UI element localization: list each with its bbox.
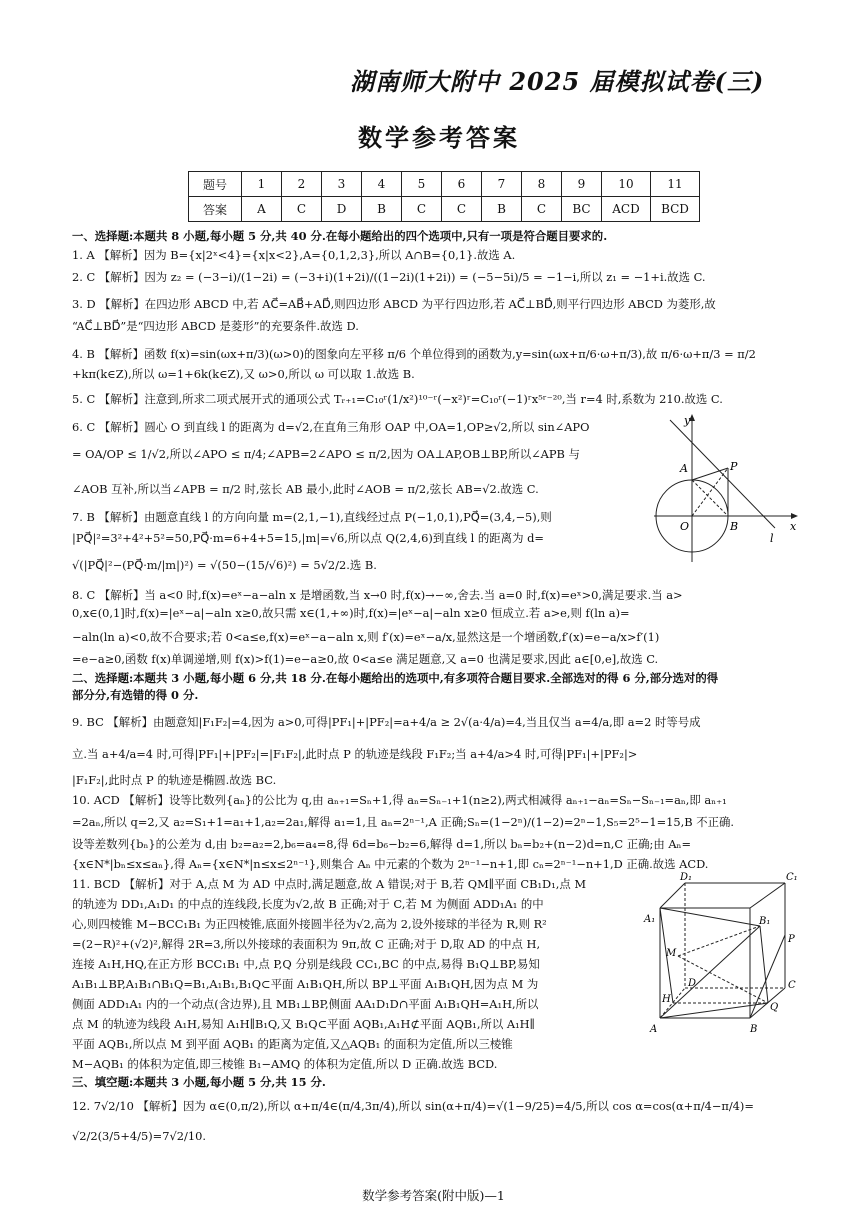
answer-table <box>188 171 700 222</box>
solution-line: 平面 AQB₁,所以点 M 到平面 AQB₁ 的距离为定值,又△AQB₁ 的面积为定值,所以三棱锥 <box>72 1037 513 1051</box>
solution-line: 11. BCD 【解析】对于 A,点 M 为 AD 中点时,满足题意,故 A 错误;对于 B,若 QM∥平面 CB₁D₁,点 M <box>72 877 587 891</box>
solution-line: M−AQB₁ 的体积为定值,即三棱锥 B₁−AMQ 的体积为定值,所以 D 正确.故选 BCD. <box>72 1057 498 1071</box>
solution-line: 9. BC 【解析】由题意知|F₁F₂|=4,因为 a>0,可得|PF₁|+|PF₂|=a+4/a ≥ 2√(a·4/a)=4,当且仅当 a=4/a,即 a=2 时等号成 <box>72 715 701 729</box>
label-o: O <box>680 520 690 533</box>
answer-cell: C <box>442 197 482 222</box>
question-number-cell: 2 <box>282 172 322 197</box>
question-number-cell: 10 <box>602 172 651 197</box>
question-number-cell: 7 <box>482 172 522 197</box>
cube-edge <box>750 883 785 908</box>
solution-line: 7. B 【解析】由题意直线 l 的方向向量 m=(2,1,−1),直线经过点 P(−1,0,1),PQ⃗=(3,4,−5),则 <box>72 510 552 524</box>
solution-line: =e−a≥0,函数 f(x)单调递增,则 f(x)>f(1)=e−a≥0,故 0<a≤e 满足题意,又 a=0 也满足要求,因此 a∈[0,e],故选 C. <box>72 652 659 666</box>
solution-line: 5. C 【解析】注意到,所求二项式展开式的通项公式 Tᵣ₊₁=C₁₀ʳ(1/x²)¹⁰⁻ʳ(−x²)ʳ=C₁₀ʳ(−1)ʳx⁵ʳ⁻²⁰,当 r=4 时,系数为 210.故选 C. <box>72 392 723 406</box>
segment-a1b1 <box>660 908 760 926</box>
solution-line: 1. A 【解析】因为 B={x|2ˣ<4}={x|x<2},A={0,1,2,3},所以 A∩B={0,1}.故选 A. <box>72 248 516 262</box>
label-h: H <box>662 994 671 1005</box>
solution-line: =2aₙ,所以 q=2,又 a₂=S₁+1=a₁+1,a₂=2a₁,解得 a₁=1,且 aₙ=2ⁿ⁻¹,A 正确;Sₙ=(1−2ⁿ)/(1−2)=2ⁿ−1,S₅=2⁵−1=15,B 不正确. <box>72 815 735 829</box>
solution-line: √2/2(3/5+4/5)=7√2/10. <box>72 1129 206 1143</box>
solution-line: 8. C 【解析】当 a<0 时,f(x)=eˣ−a−aln x 是增函数,当 x→0 时,f(x)→−∞,舍去.当 a=0 时,f(x)=eˣ>0,满足要求.当 a> <box>72 588 683 602</box>
q6-circle-figure <box>650 410 800 570</box>
answer-cell: ACD <box>602 197 651 222</box>
segment-mb1 <box>678 926 760 956</box>
solution-line: 设等差数列{bₙ}的公差为 d,由 b₂=a₂=2,b₆=a₄=8,得 6d=b₆−b₂=6,解得 d=1,所以 bₙ=b₂+(n−2)d=n,C 正确;由 Aₙ= <box>72 837 692 851</box>
section-heading: 部分分,有选错的得 0 分. <box>72 688 199 702</box>
solution-line: 2. C 【解析】因为 z₂ = (−3−i)/(1−2i) = (−3+i)(1+2i)/((1−2i)(1+2i)) = (−5−5i)/5 = −1−i,所以 z₁ = −1+i.故选 C. <box>72 270 706 284</box>
segment-ab1 <box>660 926 760 1018</box>
label-c1: C₁ <box>786 872 798 883</box>
solution-line: 连接 A₁H,HQ,在正方形 BCC₁B₁ 中,点 P,Q 分别是线段 CC₁,BC 的中点,易得 B₁Q⊥BP,易知 <box>72 957 540 971</box>
solution-line: 立.当 a+4/a=4 时,可得|PF₁|+|PF₂|=|F₁F₂|,此时点 P 的轨迹是线段 F₁F₂;当 a+4/a>4 时,可得|PF₁|+|PF₂|> <box>72 747 638 761</box>
label-d: D <box>688 978 697 989</box>
answer-cell: A <box>242 197 282 222</box>
label-a1: A₁ <box>644 914 656 925</box>
segment-bp <box>750 935 785 1018</box>
solution-line: 4. B 【解析】函数 f(x)=sin(ωx+π/3)(ω>0)的图象向左平移 π/6 个单位得到的函数为,y=sin(ωx+π/6·ω+π/3),故 π/6·ω+π/3 = π/2 <box>72 347 756 361</box>
solution-line: 点 M 的轨迹为线段 A₁H,易知 A₁H∥B₁Q,又 B₁Q⊂平面 AQB₁,A₁H⊄平面 AQB₁,所以 A₁H∥ <box>72 1017 535 1031</box>
label-b: B <box>750 1024 758 1035</box>
section-heading: 三、填空题:本题共 3 小题,每小题 5 分,共 15 分. <box>72 1075 326 1089</box>
solution-line: 的轨迹为 DD₁,A₁D₁ 的中点的连线段,长度为√2,故 B 正确;对于 C,若 M 为侧面 ADD₁A₁ 的中 <box>72 897 544 911</box>
page-title: 湖南师大附中 2025 届模拟试卷(三) <box>350 67 765 96</box>
answer-cell: C <box>402 197 442 222</box>
solution-line: |PQ⃗|²=3²+4²+5²=50,PQ⃗·m=6+4+5=15,|m|=√6,所以点 Q(2,4,6)到直线 l 的距离为 d= <box>72 531 544 545</box>
solution-line: = OA/OP ≤ 1/√2,所以∠APO ≤ π/4;∠APB=2∠APO ≤ π/2,因为 OA⊥AP,OB⊥BP,所以∠APB 与 <box>72 447 580 461</box>
solution-line: 0,x∈(0,1]时,f(x)=|eˣ−a|−aln x≥0,故只需 x∈(1,+∞)时,f(x)=|eˣ−a|−aln x≥0 恒成立.若 a>e,则 f(ln a)= <box>72 606 630 620</box>
label-b: B <box>730 520 739 533</box>
solution-line: “AC⃗⊥BD⃗”是“四边形 ABCD 是菱形”的充要条件.故选 D. <box>72 319 359 333</box>
answer-cell: BCD <box>651 197 700 222</box>
section-heading: 一、选择题:本题共 8 小题,每小题 5 分,共 40 分.在每小题给出的四个选项中,只有一项是符合题目要求的. <box>72 229 608 243</box>
label-q: Q <box>770 1002 779 1013</box>
answer-cell: B <box>482 197 522 222</box>
page-footer: 数学参考答案(附中版)—1 <box>362 1188 505 1203</box>
solution-line: =(2−R)²+(√2)²,解得 2R=3,所以外接球的表面积为 9π,故 C 正确;对于 D,取 AD 的中点 H, <box>72 937 541 951</box>
question-number-cell: 5 <box>402 172 442 197</box>
answer-table-header-cell: 答案 <box>189 197 242 222</box>
solution-line: {x∈N*|bₙ≤x≤aₙ},得 Aₙ={x∈N*|n≤x≤2ⁿ⁻¹},则集合 Aₙ 中元素的个数为 2ⁿ⁻¹−n+1,即 cₙ=2ⁿ⁻¹−n+1,D 正确.故选 ACD. <box>72 857 709 871</box>
label-m: M <box>666 948 677 959</box>
answer-cell: C <box>522 197 562 222</box>
solution-line: +kπ(k∈Z),所以 ω=1+6k(k∈Z),又 ω>0,所以 ω 可以取 1.故选 B. <box>72 367 415 381</box>
answer-cell: D <box>322 197 362 222</box>
label-p: P <box>788 934 795 945</box>
segment-aq <box>660 1003 768 1018</box>
question-number-cell: 9 <box>562 172 602 197</box>
label-b1: B₁ <box>759 916 771 927</box>
question-number-cell: 6 <box>442 172 482 197</box>
page-subtitle: 数学参考答案 <box>358 123 520 152</box>
answer-cell: B <box>362 197 402 222</box>
section-heading: 二、选择题:本题共 3 小题,每小题 6 分,共 18 分.在每小题给出的选项中,有多项符合题目要求.全部选对的得 6 分,部分选对的得 <box>72 671 719 685</box>
cube-edge <box>660 883 685 908</box>
solution-line: 心,则四棱锥 M−BCC₁B₁ 为正四棱锥,底面外接圆半径为√2,高为 2,设外接球的半径为 R,则 R² <box>72 917 547 931</box>
solution-line: 6. C 【解析】圆心 O 到直线 l 的距离为 d=√2,在直角三角形 OAP 中,OA=1,OP≥√2,所以 sin∠APO <box>72 420 590 434</box>
answer-cell: BC <box>562 197 602 222</box>
answer-cell: C <box>282 197 322 222</box>
question-number-cell: 1 <box>242 172 282 197</box>
label-x: x <box>790 520 797 533</box>
solution-line: A₁B₁⊥BP,A₁B₁∩B₁Q=B₁,A₁B₁,B₁Q⊂平面 A₁B₁QH,所以 BP⊥平面 A₁B₁QH,因为点 M 为 <box>72 977 539 991</box>
label-a: A <box>650 1024 658 1035</box>
label-c: C <box>788 980 796 991</box>
question-number-cell: 3 <box>322 172 362 197</box>
solution-line: 10. ACD 【解析】设等比数列{aₙ}的公比为 q,由 aₙ₊₁=Sₙ+1,得 aₙ=Sₙ₋₁+1(n≥2),两式相减得 aₙ₊₁−aₙ=Sₙ−Sₙ₋₁=aₙ,即 aₙ₊₁ <box>72 793 727 807</box>
answer-table-answer-row <box>189 197 700 222</box>
solution-line: 侧面 ADD₁A₁ 内的一个动点(含边界),且 MB₁⊥BP,侧面 AA₁D₁D∩平面 A₁B₁QH=A₁H,所以 <box>72 997 539 1011</box>
question-number-cell: 8 <box>522 172 562 197</box>
answer-table-header-cell: 题号 <box>189 172 242 197</box>
solution-line: 12. 7√2/10 【解析】因为 α∈(0,π/2),所以 α+π/4∈(π/4,3π/4),所以 sin(α+π/4)=√(1−9/25)=4/5,所以 cos α=cos(α+π/4−π/4)= <box>72 1099 754 1113</box>
solution-line: |F₁F₂|,此时点 P 的轨迹是椭圆.故选 BC. <box>72 773 277 787</box>
q11-cube-figure <box>640 868 805 1043</box>
question-number-cell: 4 <box>362 172 402 197</box>
answer-table-number-row <box>189 172 700 197</box>
label-y: y <box>684 414 691 427</box>
solution-line: −aln(ln a)<0,故不合要求;若 0<a≤e,f(x)=eˣ−a−aln x,则 f′(x)=eˣ−a/x,显然这是一个增函数,f′(x)=e−a/x>f′(1) <box>72 630 660 644</box>
label-a: A <box>680 462 688 475</box>
segment-op <box>692 468 728 516</box>
label-l: l <box>770 532 774 545</box>
solution-line: ∠AOB 互补,所以当∠APB = π/2 时,弦长 AB 最小,此时∠AOB = π/2,弦长 AB=√2.故选 C. <box>72 482 539 496</box>
question-number-cell: 11 <box>651 172 700 197</box>
solution-line: 3. D 【解析】在四边形 ABCD 中,若 AC⃗=AB⃗+AD⃗,则四边形 ABCD 为平行四边形,若 AC⃗⊥BD⃗,则平行四边形 ABCD 为菱形,故 <box>72 297 716 311</box>
label-d1: D₁ <box>680 872 693 883</box>
x-axis-arrow-icon <box>791 513 798 519</box>
solution-line: √(|PQ⃗|²−(PQ⃗·m/|m|)²) = √(50−(15/√6)²) = 5√2/2.选 B. <box>72 558 377 572</box>
label-p: P <box>730 460 738 473</box>
